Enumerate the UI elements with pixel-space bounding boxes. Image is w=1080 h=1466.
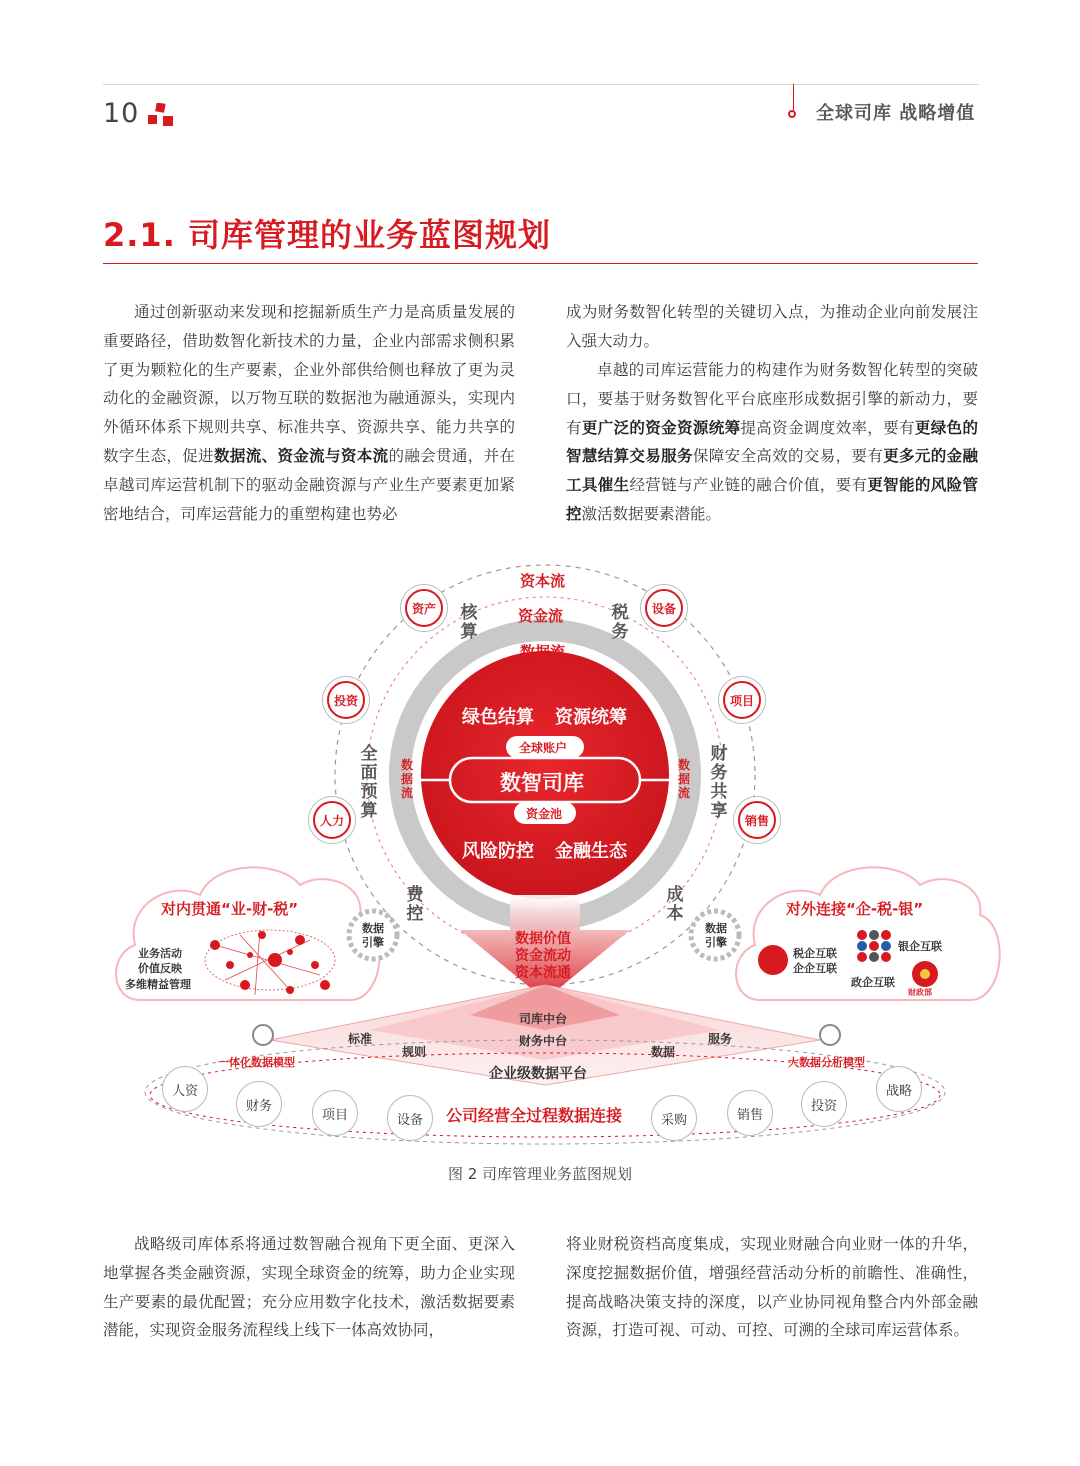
tax-icon [758,945,788,975]
label-budget: 全面预算 [360,744,378,821]
right-engine-label: 数据引擎 [705,922,727,949]
section-rule [103,263,978,264]
platform-service: 服务 [708,1032,733,1046]
label-fund-flow: 资金流 [518,607,564,625]
core-fund-pool: 资金池 [526,807,563,821]
right-cloud-gov: 政企互联 [851,976,895,989]
label-data-flow-top: 数据流 [520,643,566,661]
page-number: 10 [103,98,140,129]
outro-right-paragraph: 将业财税资档高度集成，实现业财融合向业财一体的升华，深度挖掘数据价值，增强经营活动分析的前瞻性、准确性，提高战略决策支持的深度，以产业协同视角整合内外部金融资源，打造可视、可动、可控、可溯的全球司库运营体系。 [566,1235,978,1340]
right-cloud-bank: 银企互联 [898,940,942,953]
section-title: 2.1. 司库管理的业务蓝图规划 [103,216,551,254]
bottom-node-strategy: 战略 [876,1066,922,1112]
label-data-flow-left: 数据流 [400,758,413,800]
right-model-gear-icon [820,1025,840,1045]
right-cloud-ent: 企企互联 [793,962,837,975]
label-accounting: 核算 [460,603,478,642]
core-risk-control: 风险防控 [462,841,534,862]
platform-rules: 规则 [402,1045,427,1059]
label-capital-flow: 资本流 [520,572,566,590]
label-tax: 税务 [611,603,629,642]
bottom-node-finance: 财务 [236,1081,282,1127]
bottom-banner-text: 公司经营全过程数据连接 [446,1106,623,1125]
outro-left-paragraph: 战略级司库体系将通过数智融合视角下更全面、更深入地掌握各类金融资源，实现全球资金的统筹，助力企业实现生产要素的最优配置；充分应用数字化技术，激活数据要素潜能，实现资金服务流程线上线下一体高效协同， [103,1235,515,1340]
chapter-dot-icon [788,110,796,118]
funnel-data-value: 数据价值 [515,931,571,947]
bottom-node-equipment: 设备 [387,1095,433,1141]
integrated-data-model: 一体化数据模型 [218,1056,295,1069]
left-engine-label: 数据引擎 [362,922,384,949]
label-finance-share: 财务共享 [710,744,728,821]
bottom-node-sales: 销售 [727,1090,773,1136]
header-rule [103,84,793,85]
label-data-flow-right: 数据流 [677,758,690,800]
figure-caption: 图 2 司库管理业务蓝图规划 [447,1165,633,1183]
left-cloud-item-1: 业务活动 [138,947,182,960]
label-expense: 费控 [406,885,424,924]
orbit-node-asset: 资产 [405,589,443,627]
bottom-node-procurement: 采购 [651,1095,697,1141]
funnel-fund-flow: 资金流动 [515,948,571,964]
orbit-node-equipment: 设备 [645,589,683,627]
platform-finance-mid: 财务中台 [519,1034,568,1048]
orbit-node-sales: 销售 [738,801,776,839]
bottom-node-investment: 投资 [801,1081,847,1127]
orbit-node-project: 项目 [723,681,761,719]
big-data-analysis-model: 大数据分析模型 [788,1056,865,1069]
left-model-gear-icon [253,1025,273,1045]
brand-logo-icon [148,103,174,129]
orbit-node-hr: 人力 [313,801,351,839]
intro-left-paragraph: 通过创新驱动来发现和挖掘新质生产力是高质量发展的重要路径，借助数智化新技术的力量，企业内部需求侧积累了更为颗粒化的生产要素，企业外部供给侧也释放了更为灵动化的金融资源，以万物互联的数据池为融通源头，实现内外循环体系下规则共享、标准共享、资源共享、能力共享的数字生态，促进数据流、资金流与资本流的融会贯通，并在卓越司库运营机制下的驱动金融资源与产业生产要素更加紧密地结合，司库运营能力的重塑构建也势必 [103,303,515,523]
right-cloud-title: 对外连接“企-税-银” [786,900,924,918]
platform-enterprise-data: 企业级数据平台 [489,1066,587,1082]
platform-data: 数据 [651,1045,676,1059]
core-global-account: 全球账户 [519,741,568,755]
orbit-node-investment: 投资 [327,681,365,719]
platform-treasury-mid: 司库中台 [519,1012,568,1026]
label-cost: 成本 [666,885,684,924]
intro-right-paragraph-1: 成为财务数智化转型的关键切入点，为推动企业向前发展注入强大动力。 [566,303,978,350]
left-cloud-item-3: 多维精益管理 [125,978,191,991]
bank-logos-icon [857,930,891,962]
bottom-node-hr: 人资 [162,1066,208,1112]
chapter-title: 全球司库 战略增值 [816,103,976,124]
core-financial-ecosystem: 金融生态 [555,841,627,862]
platform-standard: 标准 [348,1032,373,1046]
right-cloud-gov-badge: 财政部 [908,988,932,997]
intro-right-paragraph-2: 卓越的司库运营能力的构建作为财务数智化转型的突破口，要基于财务数智化平台底座形成数据引擎的新动力，要有更广泛的资金资源统筹提高资金调度效率，要有更绿色的智慧结算交易服务保障安全高效的交易，要有更多元的金融工具催生经营链与产业链的融合价值，要有更智能的风险管控激活数据要素潜能。 [566,361,978,523]
core-green-settlement: 绿色结算 [462,707,534,728]
left-cloud-item-2: 价值反映 [138,962,182,975]
core-center-title: 数智司库 [500,771,584,795]
left-cloud-title: 对内贯通“业-财-税” [161,900,299,918]
funnel-capital-flow: 资本流通 [515,965,571,981]
core-resource-planning: 资源统筹 [555,707,627,728]
bottom-node-project: 项目 [312,1090,358,1136]
right-cloud-tax: 税企互联 [793,947,837,960]
